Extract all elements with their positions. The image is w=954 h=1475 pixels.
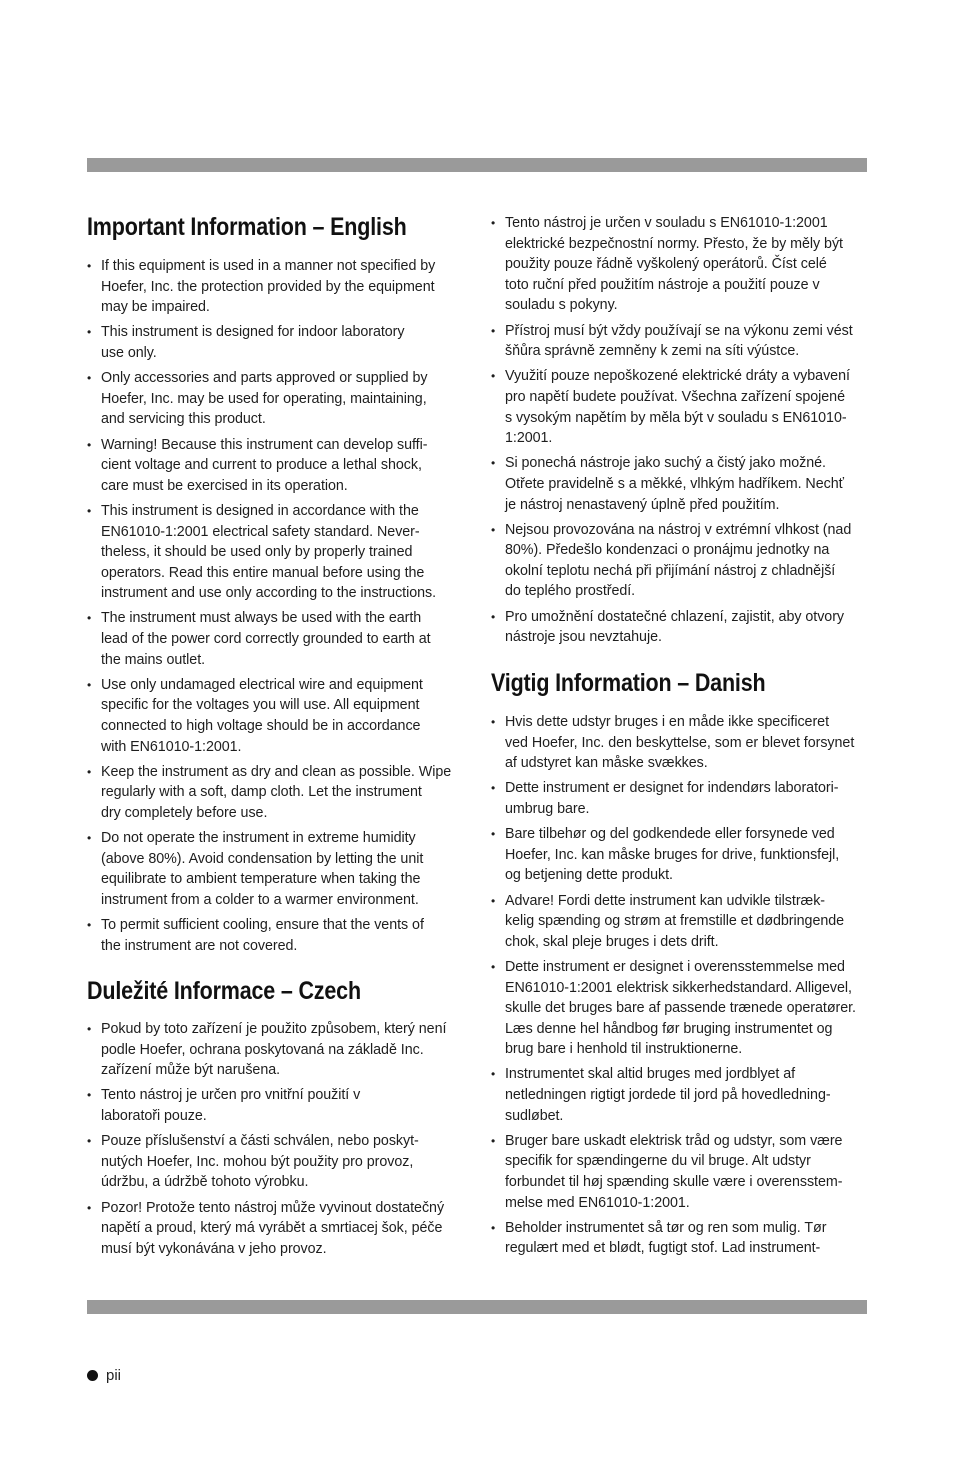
- list-item-line: • Nejsou provozována na nástroj v extrémní vlhkost (nad: [505, 521, 852, 538]
- list-item-line: the mains outlet.: [101, 651, 206, 668]
- list-item-line: and servicing this product.: [101, 411, 266, 428]
- english-list: [87, 256, 467, 961]
- list-item-line: the instrument are not covered.: [101, 937, 298, 954]
- list-item: [491, 213, 871, 316]
- list-item: [491, 712, 871, 774]
- list-item: [87, 828, 467, 910]
- list-item-line: sudløbet.: [505, 1107, 564, 1124]
- list-item: [491, 453, 871, 515]
- list-item-line: • Bruger bare uskadt elektrisk tråd og udstyr, som være: [505, 1132, 843, 1149]
- list-item-line: cient voltage and current to produce a lethal shock,: [101, 457, 422, 474]
- list-item-line: Otřete pravidelně s a měkké, vlhkým hadříkem. Nechť: [505, 475, 844, 492]
- list-item-line: • Warning! Because this instrument can develop suffi-: [101, 436, 428, 453]
- list-item-line: • This instrument is designed for indoor laboratory: [101, 324, 405, 341]
- list-item-line: • Přístroj musí být vždy používají se na výkonu zemi vést: [505, 322, 853, 339]
- list-item: [491, 891, 871, 953]
- list-item: [491, 607, 871, 648]
- list-item: [87, 762, 467, 824]
- list-item: [87, 435, 467, 497]
- list-item-line: použity pouze řádně vyškolený operátorů. Číst celé: [505, 256, 827, 273]
- list-item: [87, 1019, 467, 1081]
- list-item: [491, 1131, 871, 1213]
- list-item: [87, 608, 467, 670]
- heading-english: Important Information – English: [87, 213, 407, 241]
- list-item-line: dry completely before use.: [101, 805, 268, 821]
- list-item-line: instrument from a colder to a warmer environment.: [101, 891, 419, 908]
- list-item-line: • To permit sufficient cooling, ensure that the vents of: [101, 917, 424, 934]
- list-item-line: equilibrate to ambient temperature when taking the: [101, 871, 421, 888]
- list-item-line: og betjening dette produkt.: [505, 867, 673, 884]
- list-item-line: 1:2001.: [505, 430, 553, 447]
- bullet-dot-icon: [87, 1370, 98, 1381]
- list-item-line: do teplého prostředí.: [505, 583, 636, 600]
- list-item-line: (above 80%). Avoid condensation by letting the unit: [101, 850, 424, 867]
- list-item-line: souladu s pokyny.: [505, 297, 618, 314]
- list-item-line: Hoefer, Inc. kan måske bruges for drive, funktionsfejl,: [505, 846, 840, 863]
- list-item-line: melse med EN61010-1:2001.: [505, 1194, 690, 1211]
- list-item-line: af udstyret kan måske svækkes.: [505, 755, 708, 772]
- list-item-line: • Only accessories and parts approved or supplied by: [101, 370, 428, 387]
- list-item-line: specifik for spændingerne du vil bruge. Alt udstyr: [505, 1153, 811, 1170]
- list-item-line: • Pouze příslušenství a části schválen, nebo poskyt-: [101, 1133, 419, 1150]
- list-item-line: musí být vykonávána v jeho provoz.: [101, 1240, 327, 1257]
- list-item-line: • Keep the instrument as dry and clean as possible. Wipe: [101, 763, 452, 780]
- bottom-rule: [87, 1300, 867, 1314]
- list-item-line: • Hvis dette udstyr bruges i en måde ikke specificeret: [505, 714, 829, 730]
- list-item: [491, 824, 871, 886]
- heading-czech: Duležité Informace – Czech: [87, 977, 361, 1005]
- page-footer: [87, 1367, 121, 1384]
- list-item-line: EN61010-1:2001 elektrisk sikkerhedstandard. Alligevel,: [505, 979, 852, 996]
- list-item-line: 80%). Předešlo kondenzaci o pronájmu jednotky na: [505, 542, 830, 559]
- list-item-line: umbrug bare.: [505, 800, 590, 817]
- list-item-line: • Pozor! Protože tento nástroj může vyvinout dostatečný: [101, 1199, 445, 1216]
- list-item: [491, 1064, 871, 1126]
- list-item-line: • Dette instrument er designet i overensstemmelse med: [505, 958, 845, 975]
- list-item-line: specific for the voltages you will use. All equipment: [101, 697, 420, 714]
- list-item-line: lead of the power cord correctly grounded to earth at: [101, 631, 431, 648]
- list-item: [491, 957, 871, 1060]
- list-item-line: • Pro umožnění dostatečné chlazení, zajistit, aby otvory: [505, 608, 845, 625]
- list-item-line: skulle det bruges bare af passende trænede operatører.: [505, 1000, 856, 1017]
- list-item-line: • If this equipment is used in a manner not specified by: [101, 258, 436, 274]
- list-item: [491, 778, 871, 819]
- list-item: [87, 1085, 467, 1126]
- list-item-line: • Beholder instrumentet så tør og ren som mulig. Tør: [505, 1219, 827, 1236]
- list-item-line: • Tento nástroj je určen pro vnitřní použití v: [101, 1087, 361, 1104]
- list-item: [491, 321, 871, 362]
- top-rule: [87, 158, 867, 172]
- list-item-line: operators. Read this entire manual before using the: [101, 564, 425, 581]
- list-item-line: laboratoři pouze.: [101, 1107, 207, 1124]
- list-item-line: údržbu, a údržbě tohoto výrobku.: [101, 1174, 309, 1191]
- list-item-line: šňůra správně zemněny k zemi na síti výústce.: [505, 343, 800, 360]
- list-item: [491, 520, 871, 602]
- list-item-line: forbundet til høj spænding skulle være i overensstem-: [505, 1174, 843, 1191]
- list-item-line: • Instrumentet skal altid bruges med jordblyet af: [505, 1066, 796, 1083]
- list-item-line: Hoefer, Inc. may be used for operating, maintaining,: [101, 390, 427, 407]
- list-item-line: • Využití pouze nepoškozené elektrické dráty a vybavení: [505, 368, 850, 385]
- list-item-line: connected to high voltage should be in accordance: [101, 718, 421, 735]
- list-item: [87, 368, 467, 430]
- list-item: [87, 1131, 467, 1193]
- list-item-line: zařízení může být narušena.: [101, 1062, 281, 1079]
- list-item-line: toto ruční před použitím nástroje a použití pouze v: [505, 276, 820, 293]
- list-item-line: pro napětí budete používat. Všechna zařízení spojené: [505, 388, 845, 405]
- list-item-line: • Pokud by toto zařízení je použito způsobem, který není: [101, 1021, 447, 1037]
- list-item-line: • Bare tilbehør og del godkendede eller forsynede ved: [505, 826, 835, 843]
- list-item-line: • The instrument must always be used with the earth: [101, 610, 422, 627]
- list-item-line: • Tento nástroj je určen v souladu s EN61010-1:2001: [505, 215, 828, 231]
- list-item-line: napětí a proud, který má vyrábět a smrtiacej šok, péče: [101, 1220, 443, 1237]
- list-item-line: • Do not operate the instrument in extreme humidity: [101, 830, 416, 847]
- list-item: [87, 1198, 467, 1260]
- list-item: [491, 366, 871, 448]
- list-item-line: care must be exercised in its operation.: [101, 477, 348, 494]
- list-item-line: with EN61010-1:2001.: [101, 738, 242, 755]
- list-item-line: chok, skal pleje bruges i dets drift.: [505, 933, 719, 950]
- list-item: [87, 501, 467, 604]
- list-item-line: ved Hoefer, Inc. den beskyttelse, som er blevet forsynet: [505, 734, 855, 751]
- czech-list-continued: [491, 213, 871, 652]
- list-item-line: elektrické bezpečnostní normy. Přesto, že by měly být: [505, 235, 843, 252]
- list-item-line: EN61010-1:2001 electrical safety standard. Never-: [101, 523, 420, 540]
- list-item-line: regulært med et blødt, fugtigt stof. Lad instrument-: [505, 1240, 821, 1257]
- list-item-line: instrument and use only according to the instructions.: [101, 585, 437, 602]
- list-item-line: podle Hoefer, ochrana poskytovaná na základě Inc.: [101, 1041, 424, 1058]
- list-item-line: • Dette instrument er designet for indendørs laboratori-: [505, 780, 839, 797]
- list-item-line: use only.: [101, 344, 157, 361]
- czech-list: [87, 1019, 467, 1264]
- danish-list: [491, 712, 871, 1264]
- list-item-line: kelig spænding og strøm at fremstille et dødbringende: [505, 913, 845, 930]
- list-item-line: Læs denne hel håndbog før bruging instrumentet og: [505, 1020, 833, 1037]
- list-item-line: • This instrument is designed in accordance with the: [101, 502, 419, 519]
- list-item: [491, 1218, 871, 1259]
- list-item: [87, 915, 467, 956]
- list-item-line: je nástroj nenastavený úplně před použitím.: [505, 496, 780, 513]
- list-item-line: • Si ponechá nástroje jako suchý a čistý jako možné.: [505, 455, 826, 472]
- list-item: [87, 322, 467, 363]
- list-item-line: Hoefer, Inc. the protection provided by the equipment: [101, 278, 435, 295]
- list-item-line: regularly with a soft, damp cloth. Let the instrument: [101, 784, 422, 801]
- list-item-line: brug bare i henhold til instruktionerne.: [505, 1041, 743, 1058]
- list-item-line: s vysokým napětím by měla být v souladu s EN61010-: [505, 409, 847, 426]
- list-item: [87, 256, 467, 318]
- list-item-line: netledningen rigtigt jordede til jord på hovedledning-: [505, 1087, 831, 1104]
- list-item-line: • Advare! Fordi dette instrument kan udvikle tilstræk-: [505, 892, 826, 909]
- list-item-line: nástroje jsou nevztahuje.: [505, 629, 662, 646]
- list-item-line: nutých Hoefer, Inc. mohou být použity pro provoz,: [101, 1153, 414, 1170]
- list-item-line: may be impaired.: [101, 299, 210, 316]
- list-item-line: • Use only undamaged electrical wire and equipment: [101, 676, 423, 693]
- list-item-line: okolní teplotu nechá při přijímání nástroj z chladnější: [505, 562, 836, 579]
- heading-danish: Vigtig Information – Danish: [491, 669, 766, 697]
- page-number: pii: [106, 1367, 122, 1384]
- list-item: [87, 675, 467, 757]
- list-item-line: theless, it should be used only by properly trained: [101, 544, 413, 561]
